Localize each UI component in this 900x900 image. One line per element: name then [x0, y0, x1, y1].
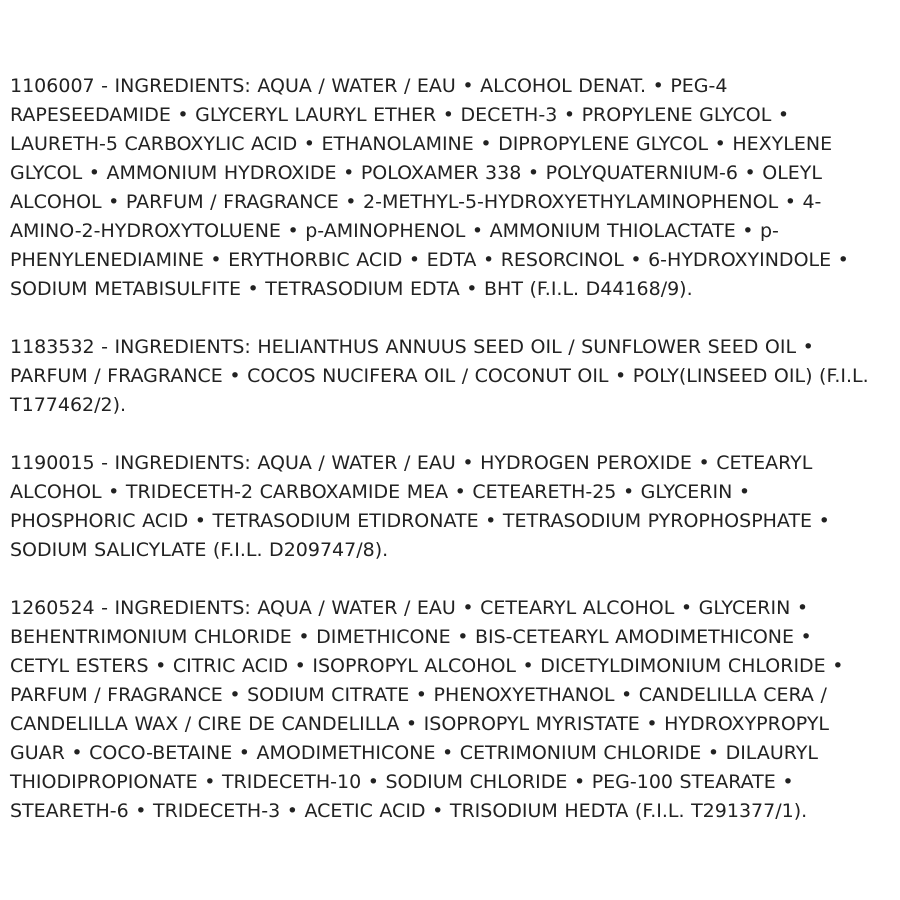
- text-line: ALCOHOL • PARFUM / FRAGRANCE • 2-METHYL-5-HYDROXYETHYLAMINOPHENOL • 4-: [10, 191, 822, 213]
- text-line: 1190015 - INGREDIENTS: AQUA / WATER / EAU • HYDROGEN PEROXIDE • CETEARYL: [10, 452, 813, 474]
- text-line: STEARETH-6 • TRIDECETH-3 • ACETIC ACID • TRISODIUM HEDTA (F.I.L. T291377/1).: [10, 800, 808, 822]
- text-line: GLYCOL • AMMONIUM HYDROXIDE • POLOXAMER 338 • POLYQUATERNIUM-6 • OLEYL: [10, 162, 822, 184]
- text-line: 1106007 - INGREDIENTS: AQUA / WATER / EAU • ALCOHOL DENAT. • PEG-4: [10, 75, 728, 97]
- text-line: GUAR • COCO-BETAINE • AMODIMETHICONE • CETRIMONIUM CHLORIDE • DILAURYL: [10, 742, 818, 764]
- text-line: T177462/2).: [10, 394, 127, 416]
- text-line: PHENYLENEDIAMINE • ERYTHORBIC ACID • EDTA • RESORCINOL • 6-HYDROXYINDOLE •: [10, 249, 849, 271]
- text-line: 1260524 - INGREDIENTS: AQUA / WATER / EAU • CETEARYL ALCOHOL • GLYCERIN •: [10, 597, 809, 619]
- text-line: 1183532 - INGREDIENTS: HELIANTHUS ANNUUS SEED OIL / SUNFLOWER SEED OIL •: [10, 336, 814, 358]
- ingredient-list-1260524: [10, 594, 890, 826]
- text-line: ALCOHOL • TRIDECETH-2 CARBOXAMIDE MEA • CETEARETH-25 • GLYCERIN •: [10, 481, 751, 503]
- text-line: PARFUM / FRAGRANCE • COCOS NUCIFERA OIL / COCONUT OIL • POLY(LINSEED OIL) (F.I.L.: [10, 365, 869, 387]
- ingredients-document: [10, 72, 890, 855]
- text-line: SODIUM METABISULFITE • TETRASODIUM EDTA • BHT (F.I.L. D44168/9).: [10, 278, 693, 300]
- text-line: THIODIPROPIONATE • TRIDECETH-10 • SODIUM CHLORIDE • PEG-100 STEARATE •: [10, 771, 794, 793]
- text-line: BEHENTRIMONIUM CHLORIDE • DIMETHICONE • BIS-CETEARYL AMODIMETHICONE •: [10, 626, 812, 648]
- ingredient-list-1106007: [10, 72, 890, 304]
- ingredient-list-1183532: [10, 333, 890, 420]
- text-line: PHOSPHORIC ACID • TETRASODIUM ETIDRONATE • TETRASODIUM PYROPHOSPHATE •: [10, 510, 830, 532]
- ingredient-list-1190015: [10, 449, 890, 565]
- text-line: AMINO-2-HYDROXYTOLUENE • p-AMINOPHENOL • AMMONIUM THIOLACTATE • p-: [10, 220, 779, 242]
- text-line: SODIUM SALICYLATE (F.I.L. D209747/8).: [10, 539, 389, 561]
- text-line: CETYL ESTERS • CITRIC ACID • ISOPROPYL ALCOHOL • DICETYLDIMONIUM CHLORIDE •: [10, 655, 844, 677]
- text-line: PARFUM / FRAGRANCE • SODIUM CITRATE • PHENOXYETHANOL • CANDELILLA CERA /: [10, 684, 827, 706]
- text-line: RAPESEEDAMIDE • GLYCERYL LAURYL ETHER • DECETH-3 • PROPYLENE GLYCOL •: [10, 104, 790, 126]
- text-line: CANDELILLA WAX / CIRE DE CANDELILLA • ISOPROPYL MYRISTATE • HYDROXYPROPYL: [10, 713, 830, 735]
- text-line: LAURETH-5 CARBOXYLIC ACID • ETHANOLAMINE • DIPROPYLENE GLYCOL • HEXYLENE: [10, 133, 833, 155]
